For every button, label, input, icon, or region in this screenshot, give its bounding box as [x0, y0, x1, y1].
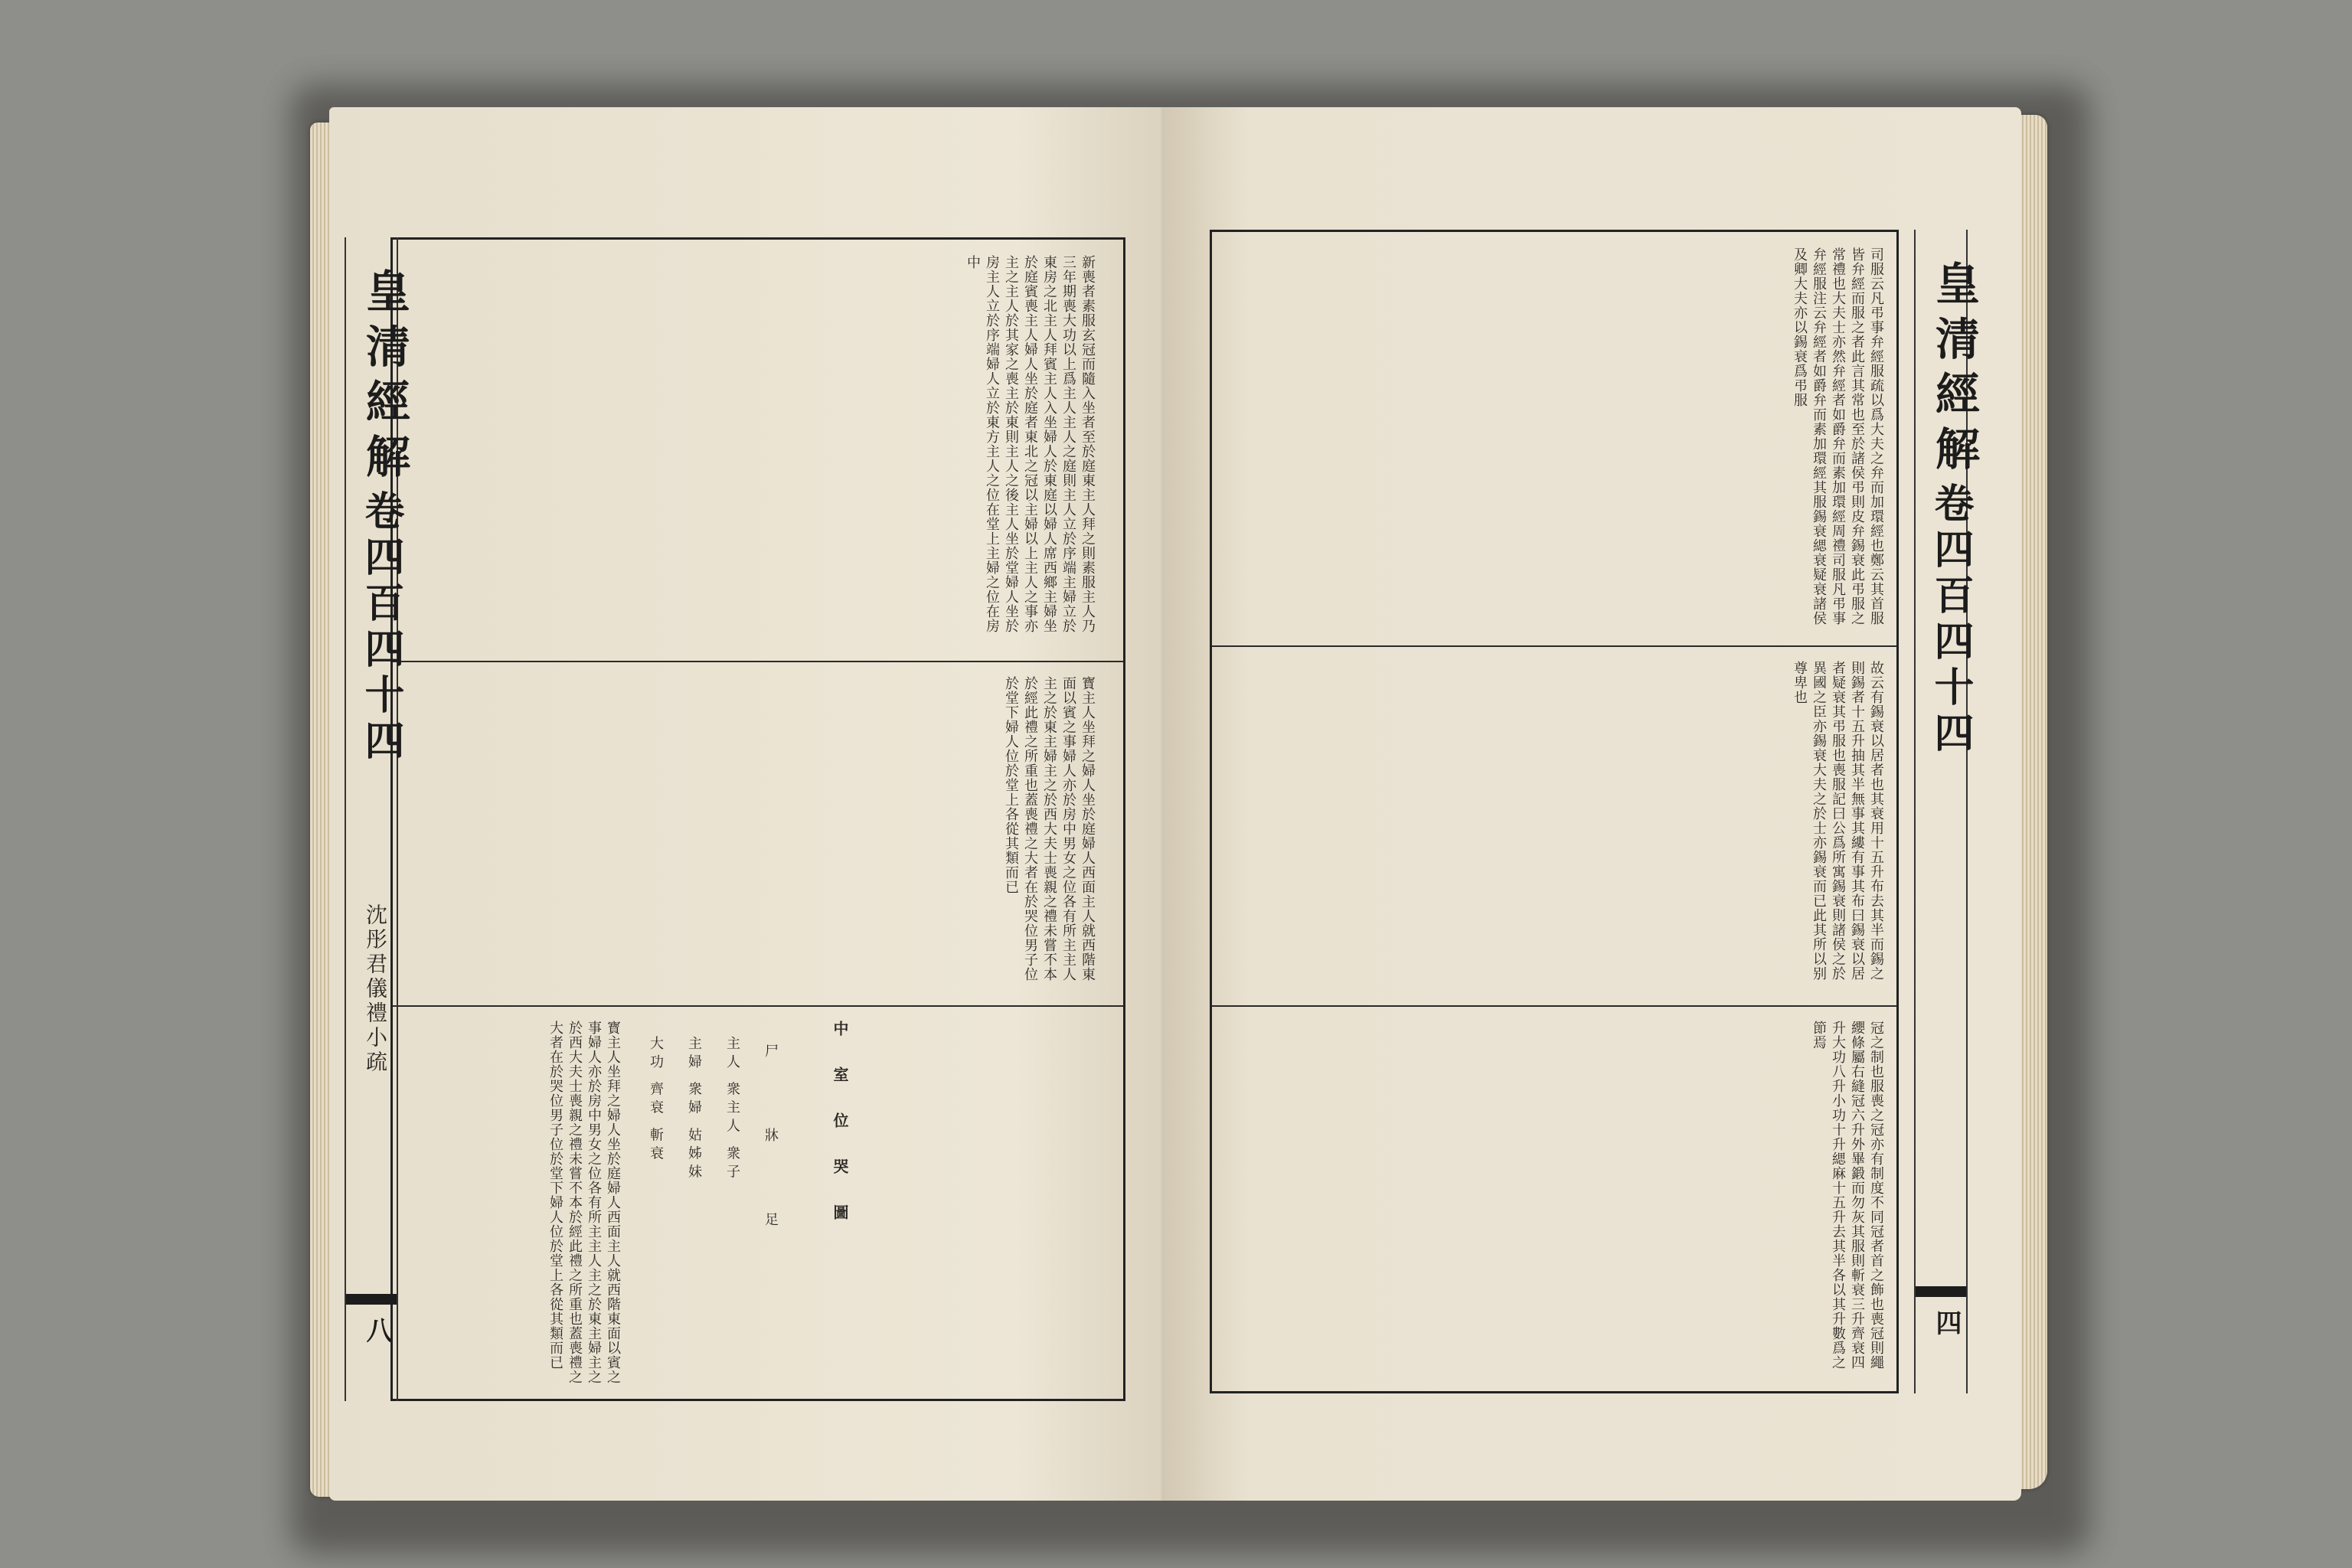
left-upper-text: 新喪者素服玄冠而隨入坐者至於庭東主人拜之則素服主人乃三年期喪大功以上爲主人主人之庭則主人立於序端主婦立於東房之北主人拜賓主人入坐婦人於東庭以婦人席西鄉主婦坐於庭賓喪主人婦人坐於庭者東北之冠以主婦以上主人之事亦主之主人於其家之喪主於東則主人之後主人坐於堂婦人坐於房主人立於序端婦人立於東方主人之位在堂上主婦之位在房中: [965, 255, 1096, 633]
volume-label: 卷四百四十四: [1927, 482, 1974, 758]
left-section-divider: [393, 661, 1123, 662]
right-lower-text: 冠之制也服喪之冠亦有制度不同冠者首之飾也喪冠則繩纓條屬右縫冠六升外畢鍛而勿灰其服則斬衰三升齊衰四升大功八升小功十升緦麻十五升去其半各以其升數爲之節焉: [1811, 1021, 1884, 1370]
right-text-frame: [1210, 230, 1899, 1393]
left-section-divider-lower: [393, 1005, 1123, 1007]
diagram-column: 主人 衆主人 衆子: [724, 1036, 740, 1183]
mourning-position-diagram: [638, 1021, 867, 1281]
right-title-strip: [1914, 230, 1980, 1393]
volume-label: 卷四百四十四: [358, 490, 404, 766]
author-label: 沈彤君儀禮小疏: [363, 903, 388, 1075]
fish-tail-mark: [1916, 1286, 1966, 1297]
left-lower-text: 寳主人坐拜之婦人坐於庭婦人西面主人就西階東面以賓之事婦人亦於房中男女之位各有所主主人主之於東主婦主之於西大夫士喪親之禮未嘗不本於經此禮之所重也蓋喪禮之大者在於哭位男子位於堂下婦人位於堂上各從其類而已: [547, 1021, 621, 1384]
diagram-bed-label: 牀: [763, 1128, 779, 1146]
right-section-divider-lower: [1212, 1005, 1896, 1007]
diagram-feet-label: 足: [763, 1212, 779, 1230]
running-title: 皇清經解: [358, 268, 410, 488]
running-title: 皇清經解: [1928, 260, 1980, 481]
left-middle-text: 寳主人坐拜之婦人坐於庭婦人西面主人就西階東面以賓之事婦人亦於房中男女之位各有所主主人主之於東主婦主之於西大夫士喪親之禮未嘗不本於經此禮之所重也蓋喪禮之大者在於哭位男子位於堂下婦人位於堂上各從其類而已: [1003, 676, 1096, 982]
folio-number: 八: [361, 1317, 392, 1343]
diagram-label: 室: [831, 1067, 849, 1086]
right-middle-text: 故云有錫衰以居者也其衰用十五升布去其半而錫之則錫者十五升抽其半無事其縷有事其布曰錫衰以居者疑衰其弔服也喪服記曰公爲所寓錫衰則諸侯之於異國之臣亦錫衰大夫之於士亦錫衰而已此其所以别尊卑也: [1792, 661, 1884, 981]
right-section-divider: [1212, 645, 1896, 647]
diagram-label: 中: [831, 1021, 849, 1040]
diagram-label: 圖: [831, 1204, 849, 1224]
left-text-frame: [390, 237, 1125, 1401]
left-title-strip: [345, 237, 410, 1401]
diagram-column: 大功 齊衰 斬衰: [648, 1036, 664, 1165]
left-page: [329, 107, 1187, 1501]
diagram-corpse-label: 尸: [763, 1044, 779, 1062]
right-page: [1164, 107, 2021, 1501]
diagram-label: 位: [831, 1112, 849, 1132]
fish-tail-mark: [346, 1294, 397, 1305]
right-upper-text: 司服云凡弔事弁經服疏以爲大夫之弁而加環經也鄭云其首服皆弁經而服之者此言其常也至於諸侯弔則皮弁錫衰此弔服之常禮也大夫士亦然弁經者如爵弁而素加環經周禮司服凡弔事弁經服注云弁經者如爵弁而素加環經其服錫衰緦衰疑衰諸侯及卿大夫亦以錫衰爲弔服: [1792, 247, 1884, 626]
diagram-label: 哭: [831, 1158, 849, 1178]
folio-number: 四: [1931, 1309, 1962, 1335]
diagram-column: 主婦 衆婦 姑姊妹: [686, 1036, 702, 1183]
